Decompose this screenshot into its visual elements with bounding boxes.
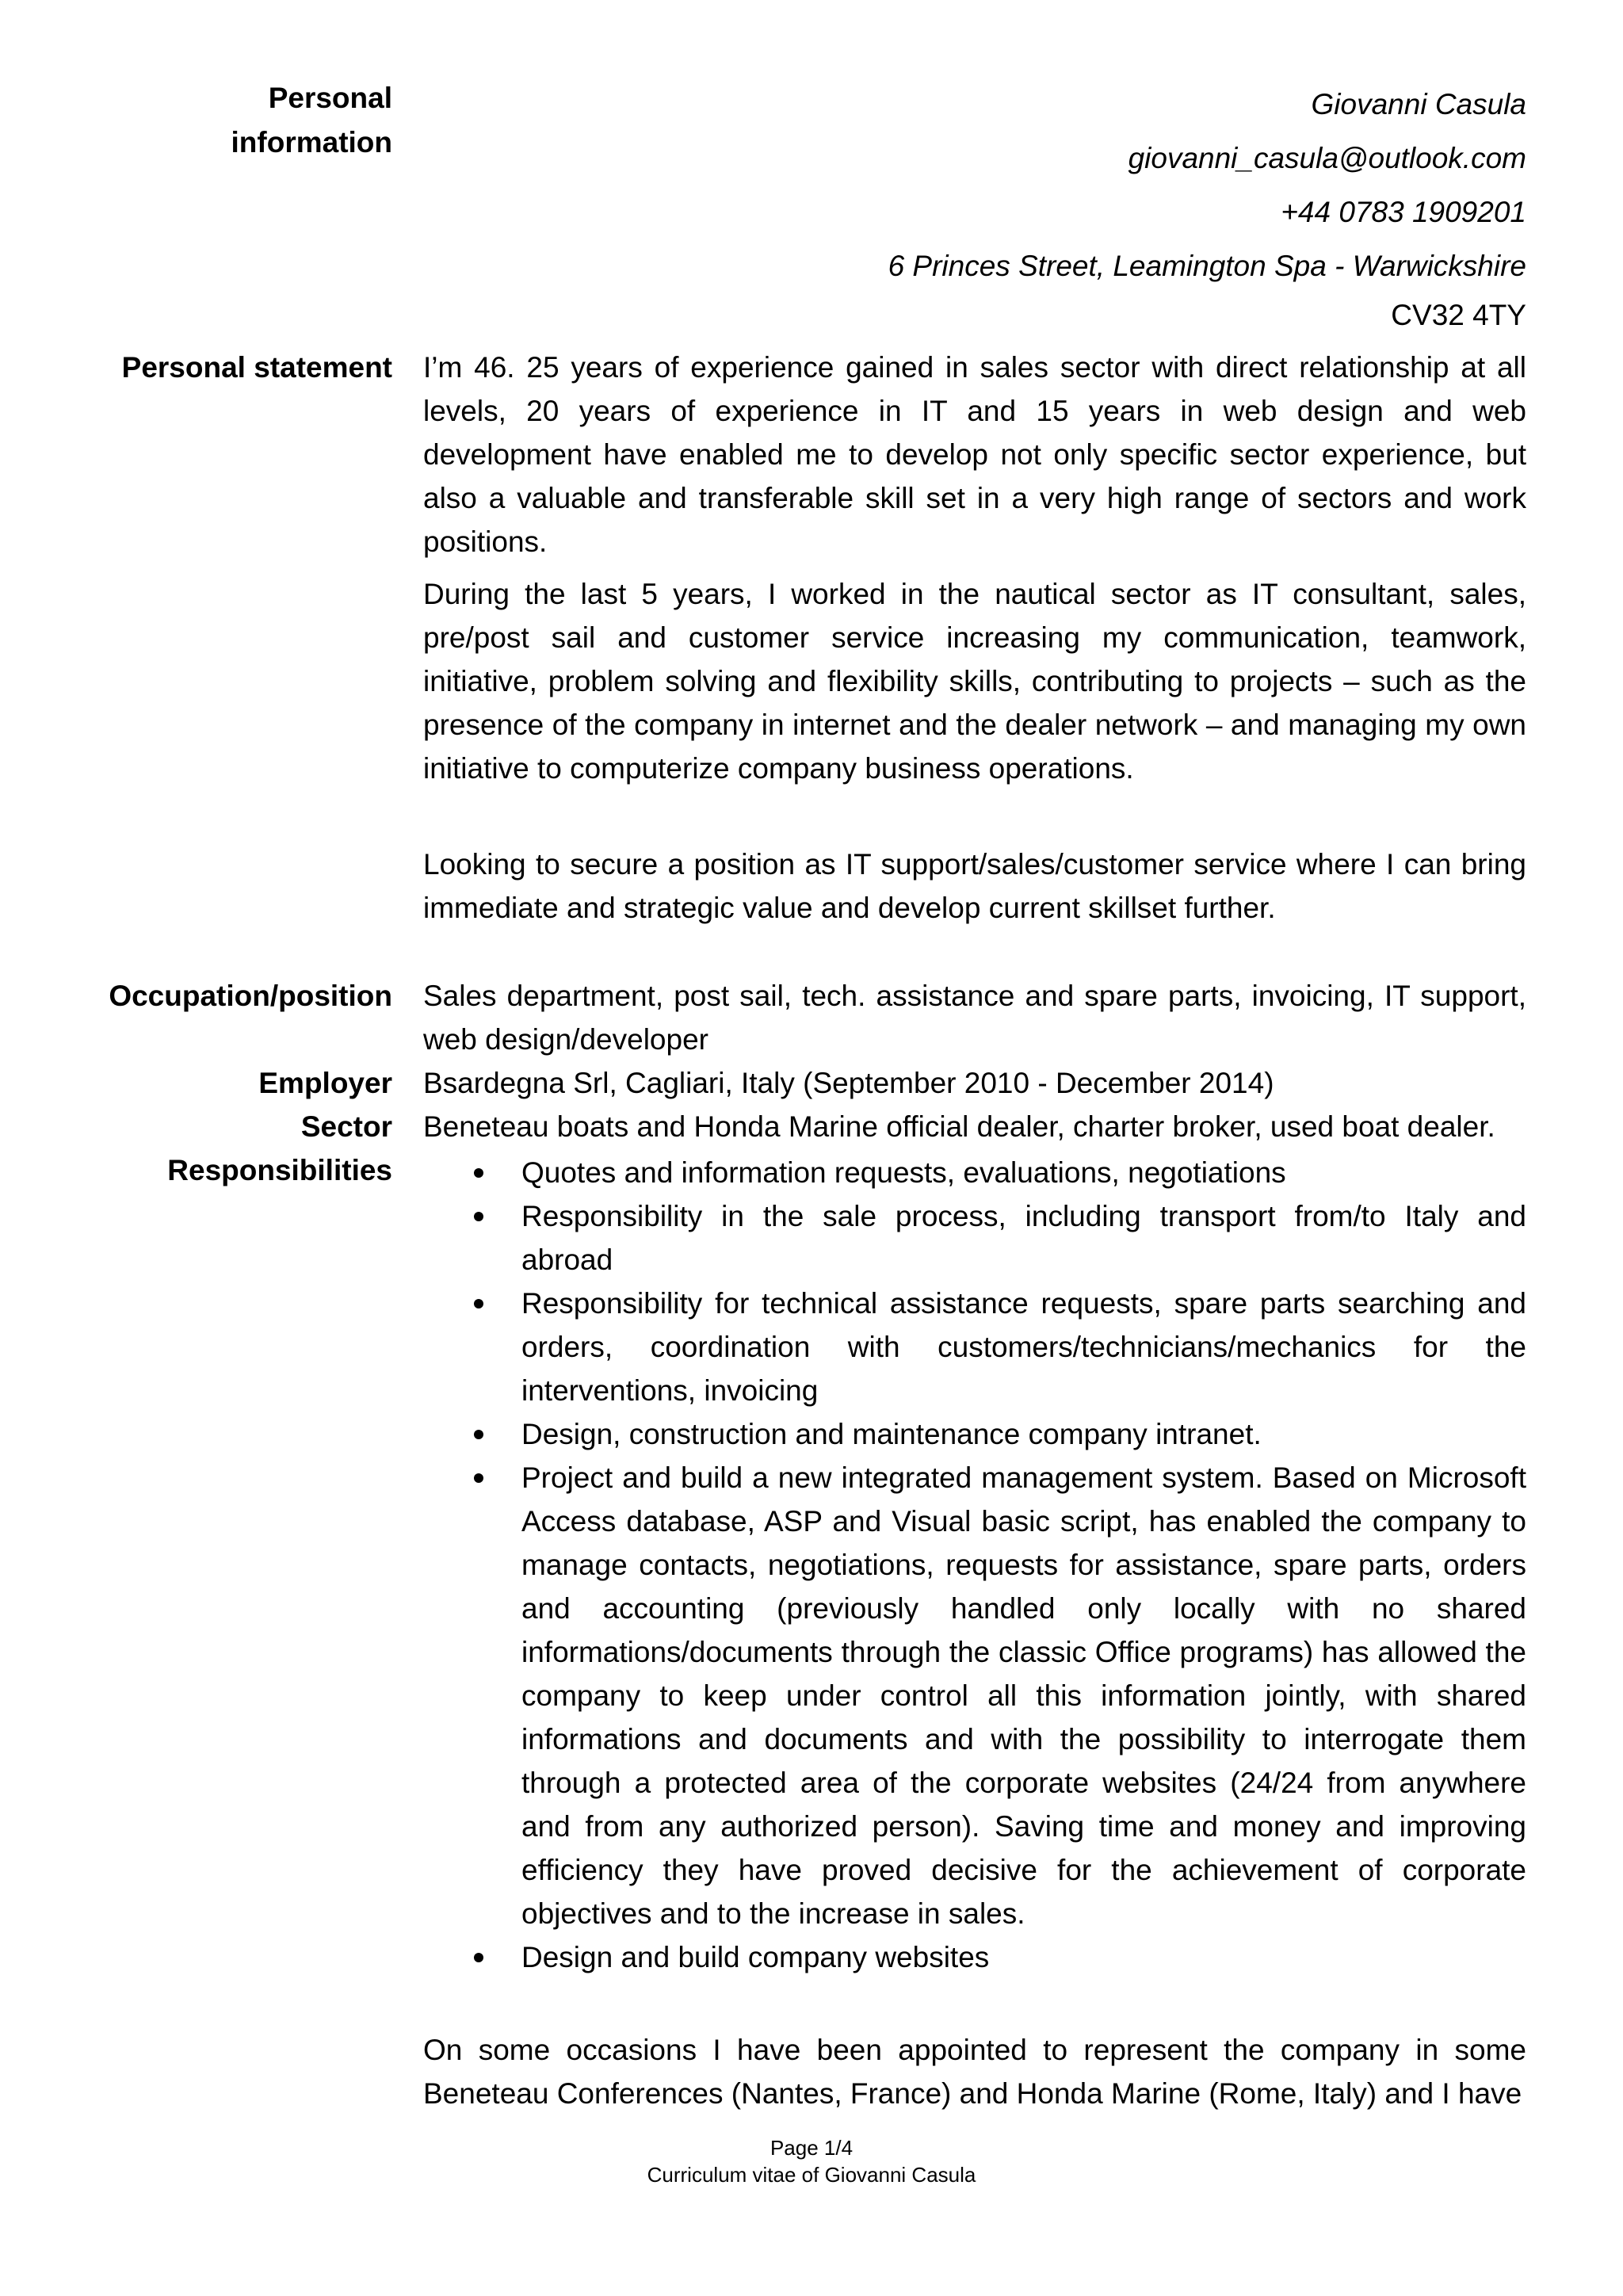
sector-text: Beneteau boats and Honda Marine official dealer, charter broker, used boat dealer.: [423, 1110, 1495, 1143]
page-number: Page 1/4: [769, 2136, 854, 2160]
contact-details: [423, 78, 1526, 337]
statement-paragraph-2: During the last 5 years, I worked in the nautical sector as IT consultant, sales, pre/post sail and customer service increasing my communication, teamwork, initiative, problem solving and flexibility skills, contributing to projects – such as the presence of the company in internet and the dealer network – and managing my own initiative to computerize company business operations.: [423, 578, 1526, 785]
contact-name: Giovanni Casula: [1311, 88, 1526, 120]
bullet-icon: [474, 1430, 483, 1439]
sector-label: Sector: [300, 1110, 392, 1143]
personal-information-label-line1: Personal: [268, 82, 392, 114]
contact-phone: +44 0783 1909201: [1281, 196, 1526, 228]
bullet-icon: [474, 1953, 483, 1962]
responsibility-text: Quotes and information requests, evaluations, negotiations: [521, 1156, 1286, 1189]
list-item: [423, 1151, 1526, 1194]
responsibility-text: Design, construction and maintenance company intranet.: [521, 1418, 1262, 1450]
personal-information-label: [95, 76, 392, 165]
personal-statement: [423, 346, 1526, 930]
bullet-icon: [474, 1299, 483, 1308]
bullet-icon: [474, 1473, 483, 1483]
statement-paragraph-3: Looking to secure a position as IT support/sales/customer service where I can bring immediate and strategic value and develop current skillset further.: [423, 848, 1526, 924]
contact-postcode: CV32 4TY: [1391, 299, 1526, 331]
statement-paragraph-1: I’m 46. 25 years of experience gained in sales sector with direct relationship at all levels, 20 years of experience in IT and 15 years in web design and web development have enabled me to develop not only specific sector experience, but also a valuable and transferable skill set in a very high range of sectors and work positions.: [423, 351, 1526, 558]
list-item: [423, 1456, 1526, 1935]
list-item: [423, 1282, 1526, 1412]
responsibility-text: Responsibility for technical assistance requests, spare parts searching and orders, coordination with customers/technicians/mechanics for the interventions, invoicing: [521, 1287, 1526, 1407]
responsibility-text: Project and build a new integrated management system. Based on Microsoft Access database, ASP and Visual basic script, has enabled the company to manage contacts, negotiations, requests for assistance, spare parts, orders and accounting (previously handled only locally with no shared informations/documents through the classic Office programs) has allowed the company to keep under control all this information jointly, with shared informations and documents and with the possibility to interrogate them through a protected area of the corporate websites (24/24 from anywhere and from any authorized person). Saving time and money and improving efficiency they have proved decisive for the achievement of corporate objectives and to the increase in sales.: [521, 1461, 1526, 1930]
responsibility-text: Responsibility in the sale process, including transport from/to Italy and abroad: [521, 1200, 1526, 1276]
occupation-label: Occupation/position: [109, 980, 392, 1012]
contact-address: 6 Princes Street, Leamington Spa - Warwickshire: [888, 250, 1526, 282]
responsibilities-label: Responsibilities: [167, 1154, 392, 1186]
bullet-icon: [474, 1168, 483, 1178]
personal-statement-label: Personal statement: [121, 351, 392, 384]
bullet-icon: [474, 1212, 483, 1221]
closing-paragraph: On some occasions I have been appointed to represent the company in some Beneteau Conferences (Nantes, France) and Honda Marine (Rome, Italy) and I have: [423, 2034, 1526, 2110]
employer-label: Employer: [258, 1067, 392, 1099]
responsibilities-list: [423, 1151, 1526, 1979]
list-item: [423, 1412, 1526, 1456]
list-item: [423, 1194, 1526, 1282]
footer-caption: Curriculum vitae of Giovanni Casula: [647, 2163, 976, 2187]
employer-text: Bsardegna Srl, Cagliari, Italy (September 2010 - December 2014): [423, 1067, 1274, 1099]
occupation-text: Sales department, post sail, tech. assistance and spare parts, invoicing, IT support, web design/developer: [423, 980, 1526, 1056]
responsibility-text: Design and build company websites: [521, 1941, 990, 1973]
list-item: [423, 1935, 1526, 1979]
personal-information-label-line2: information: [231, 126, 392, 159]
contact-email: giovanni_casula@outlook.com: [1128, 142, 1526, 174]
